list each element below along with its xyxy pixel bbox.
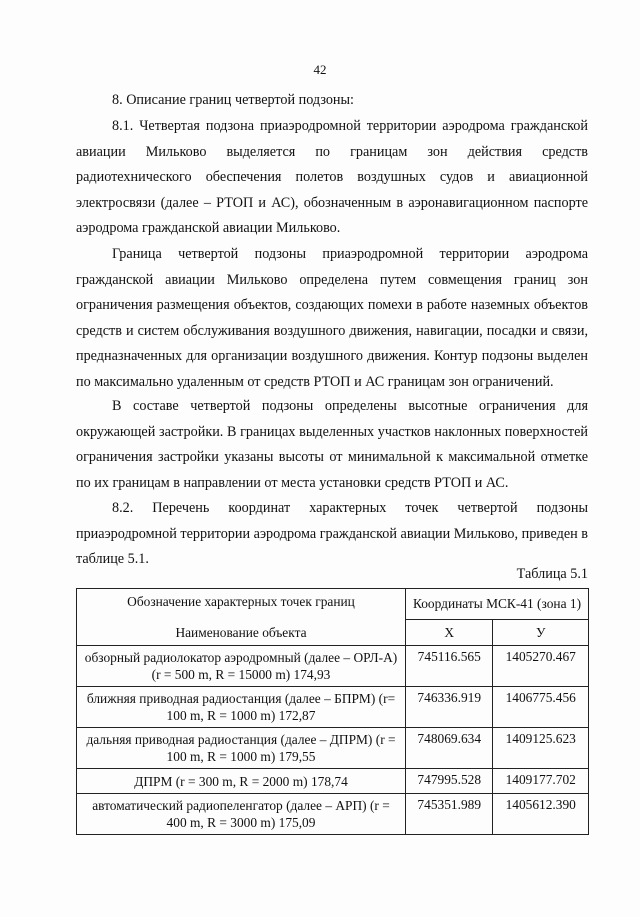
object-name-cell: обзорный радиолокатор аэродромный (далее – ОРЛ-А) (r = 500 m, R = 15000 m) 174,93 xyxy=(77,646,406,687)
y-coordinate-cell: 1409177.702 xyxy=(493,769,589,794)
table-row xyxy=(77,769,589,794)
x-coordinate-cell: 745351.989 xyxy=(406,794,493,835)
table-row xyxy=(77,646,589,687)
header-name-line2: Наименование объекта xyxy=(175,625,307,640)
header-x-cell: X xyxy=(406,619,493,645)
x-coordinate-cell: 746336.919 xyxy=(406,687,493,728)
paragraph-text: 8.1. Четвертая подзона приаэродромной территории аэродрома гражданской авиации Мильково выделяется по границам зон действия средств радиотехнического обеспечения полетов воздушных судов и авиационной электросвязи (далее – РТОП и АС), обозначенным в аэронавигационном паспорте аэродрома гражданской авиации Мильково. xyxy=(76,118,588,237)
y-coordinate-cell: 1405612.390 xyxy=(493,794,589,835)
paragraph-8-1 xyxy=(76,114,588,242)
y-coordinate-cell: 1405270.467 xyxy=(493,646,589,687)
object-name-cell: ДПРМ (r = 300 m, R = 2000 m) 178,74 xyxy=(77,769,406,794)
paragraph-text: В составе четвертой подзоны определены высотные ограничения для окружающей застройки. В границах выделенных участков наклонных поверхностей ограничения застройки указаны высоты от минимальной к максимальной отметке по их границам в направлении от места установки средств РТОП и АС. xyxy=(76,398,588,491)
header-name-cell xyxy=(77,589,406,646)
x-coordinate-cell: 748069.634 xyxy=(406,728,493,769)
object-name-cell: автоматический радиопеленгатор (далее – АРП) (r = 400 m, R = 3000 m) 175,09 xyxy=(77,794,406,835)
table-caption: Таблица 5.1 xyxy=(516,566,588,582)
table-row xyxy=(77,794,589,835)
y-coordinate-cell: 1406775.456 xyxy=(493,687,589,728)
x-coordinate-cell: 745116.565 xyxy=(406,646,493,687)
header-name-line1: Обозначение характерных точек границ xyxy=(127,594,355,609)
object-name-cell: дальняя приводная радиостанция (далее – ДПРМ) (r = 100 m, R = 1000 m) 179,55 xyxy=(77,728,406,769)
paragraph-8-2 xyxy=(76,496,588,573)
paragraph-text: Граница четвертой подзоны приаэродромной территории аэродрома гражданской авиации Мильково определена путем совмещения границ зон ограничения размещения объектов, создающих помехи в работе наземных объектов средств и систем обслуживания воздушного движения, навигации, посадки и связи, предназначенных для организации воздушного движения. Контур подзоны выделен по максимально удаленным от средств РТОП и АС границам зон ограничений. xyxy=(76,246,588,390)
x-coordinate-cell: 747995.528 xyxy=(406,769,493,794)
y-coordinate-cell: 1409125.623 xyxy=(493,728,589,769)
coordinates-table xyxy=(76,588,589,835)
table-row xyxy=(77,687,589,728)
table-row xyxy=(77,728,589,769)
paragraph-height-limits xyxy=(76,394,588,496)
paragraph-boundary xyxy=(76,242,588,396)
header-y-cell: У xyxy=(493,619,589,645)
header-coords-cell: Координаты МСК-41 (зона 1) xyxy=(406,589,589,620)
section-heading: 8. Описание границ четвертой подзоны: xyxy=(112,92,354,108)
object-name-cell: ближняя приводная радиостанция (далее – БПРМ) (r= 100 m, R = 1000 m) 172,87 xyxy=(77,687,406,728)
table-header-row xyxy=(77,589,589,620)
paragraph-text: 8.2. Перечень координат характерных точек четвертой подзоны приаэродромной территории аэродрома гражданской авиации Мильково, приведен в таблице 5.1. xyxy=(76,500,588,568)
page-number: 42 xyxy=(313,62,327,77)
